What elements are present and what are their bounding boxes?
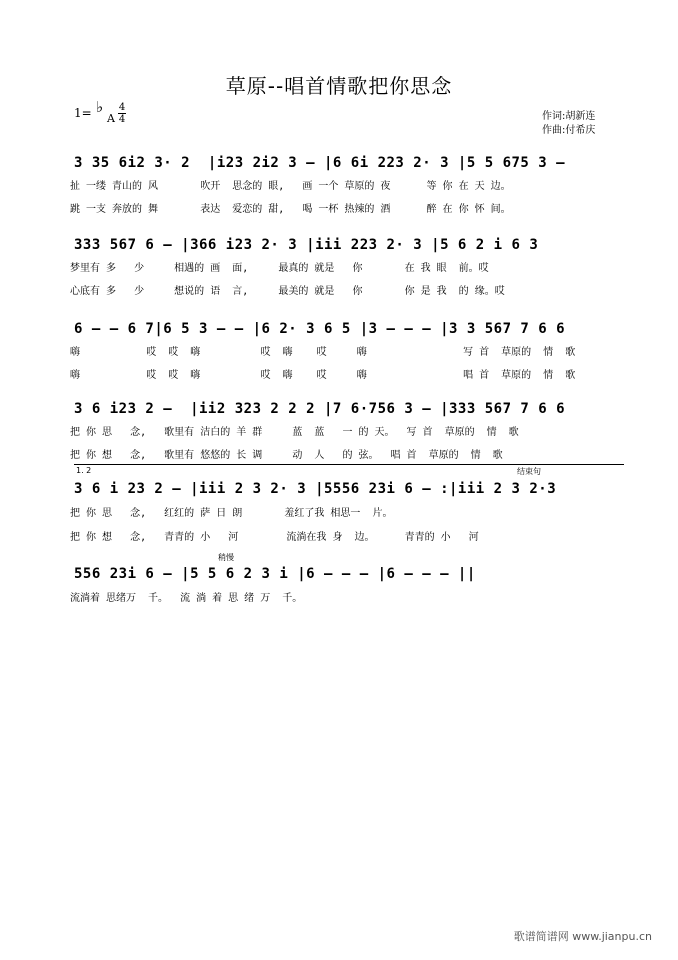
key-signature — [74, 98, 126, 125]
lyrics-verse-2: 把 你 想 念, 青青的 小 河 流淌在我 身 边。 青青的 小 河 — [70, 532, 479, 543]
notes-line: 3 35 6i2 3· 2 |i23 2i2 3 – |6 6i 223 2· 3 |5 5 675 3 – — [74, 155, 566, 171]
lyrics-verse-1: 把 你 思 念, 歌里有 洁白的 羊 群 蓝 蓝 一 的 天。 写 首 草原的 情 歌 — [70, 427, 519, 438]
volta-bracket-right — [494, 464, 624, 465]
lyrics-verse-2: 把 你 想 念, 歌里有 悠悠的 长 调 动 人 的 弦。 唱 首 草原的 情 歌 — [70, 450, 503, 461]
time-top: 4 — [118, 102, 126, 113]
lyrics-verse-1: 流淌着 思绪万 千。 流 淌 着 思 绪 万 千。 — [70, 593, 303, 604]
lyricist-credit: 作词:胡新连 — [542, 111, 596, 122]
credits — [542, 110, 595, 138]
tempo-marker: 稍慢 — [218, 553, 234, 562]
key-prefix: 1= — [74, 106, 92, 120]
lyrics-verse-2: 嗨 哎 哎 嗨 哎 嗨 哎 嗨 唱 首 草原的 情 歌 — [70, 370, 576, 381]
notes-line: 333 567 6 – |366 i23 2· 3 |iii 223 2· 3 |5 6 2 i 6 3 — [74, 237, 539, 253]
lyrics-verse-1: 梦里有 多 少 相遇的 画 面, 最真的 就是 你 在 我 眼 前。哎 — [70, 263, 489, 274]
song-title: 草原--唱首情歌把你思念 — [225, 74, 453, 98]
lyrics-verse-1: 嗨 哎 哎 嗨 哎 嗨 哎 嗨 写 首 草原的 情 歌 — [70, 347, 576, 358]
lyrics-verse-2: 跳 一支 奔放的 舞 表达 爱恋的 甜, 喝 一杯 热辣的 酒 醉 在 你 怀 间。 — [70, 204, 511, 215]
notes-line: 3 6 i23 2 – |ii2 323 2 2 2 |7 6·756 3 – |333 567 7 6 6 — [74, 401, 566, 417]
time-signature — [118, 102, 126, 125]
composer-credit: 作曲:付希庆 — [542, 125, 596, 136]
notes-line: 3 6 i 23 2 – |iii 2 3 2· 3 |5556 23i 6 – :|iii 2 3 2·3 — [74, 481, 557, 497]
volta-1-2-marker: 1. 2 — [76, 466, 92, 475]
key-letter: A — [107, 112, 115, 125]
ending-marker: 结束句 — [517, 467, 541, 476]
lyrics-verse-2: 心底有 多 少 想说的 语 言, 最美的 就是 你 你 是 我 的 缘。哎 — [70, 286, 505, 297]
notes-line: 556 23i 6 – |5 5 6 2 3 i |6 – – – |6 – – – || — [74, 566, 476, 582]
lyrics-verse-1: 把 你 思 念, 红红的 萨 日 朗 羞红了我 相思一 片。 — [70, 508, 393, 519]
flat-symbol: ♭ — [96, 98, 104, 116]
volta-bracket-left — [74, 464, 494, 465]
notes-line: 6 – – 6 7|6 5 3 – – |6 2· 3 6 5 |3 – – – |3 3 567 7 6 6 — [74, 321, 566, 337]
site-watermark: 歌谱简谱网 www.jianpu.cn — [513, 930, 652, 943]
lyrics-verse-1: 扯 一缕 青山的 风 吹开 思念的 眼, 画 一个 草原的 夜 等 你 在 天 边。 — [70, 181, 511, 192]
time-bottom: 4 — [118, 114, 126, 125]
